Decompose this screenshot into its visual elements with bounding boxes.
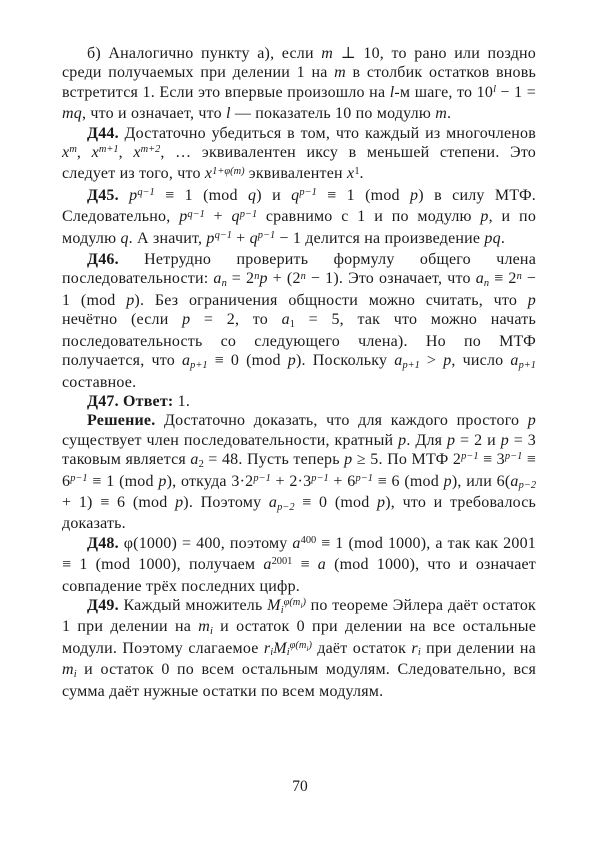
paragraph-d49: Д49. Каждый множитель $Mi^{\varphi(m}i^)$ по теореме Эйлера даёт остаток 1 при делении на mi и остаток 0 при делении на все остальные модули. Поэтому слагаемое riMi$^{\varphi(m}$i) даёт остаток ri при делении на mi и остаток 0 по всем остальным модулям. Следовательно, вся сумма даёт нужные остатки по всем модулям. bbox=[62, 596, 537, 700]
paragraph-d47-solution: Решение. Достаточно доказать, что для каждого простого p существует член последовательности, кратный p. Для p = 2 и p = 3 таковым является a2 = 48. Пусть теперь p ≥ 5. По МТФ $2^{p-1} \equiv 3^{p-1} \equiv 6^{p-1} \equiv 1$ (mod p), откуда $3\cdot 2^{p-1} + 2\cdot 3^{p-1} + 6^{p-1} \equiv 6$ (mod p), или 6(ap−2 + 1) ≡ 6 (mod p). Поэтому ap−2 ≡ 0 (mod p), что и требовалось доказать. bbox=[62, 412, 537, 533]
page-number: 70 bbox=[292, 778, 308, 795]
paragraph-d45: Д45. $p^{q-1} \equiv 1$ (mod q) и $q^{p-1} \equiv 1$ (mod p) в силу МТФ. Следовательно, $p^{q-1} + q^{p-1}$ сравнимо с 1 и по модулю p, и по модулю q. А значит, $p^{q-1} + q^{p-1} - 1$ делится на произведение pq. bbox=[62, 186, 537, 247]
paragraph-item-b: б) Аналогично пункту а), если m ⊥ 10, то рано или поздно среди получаемых при делении 1 на m в столбик остатков вновь встретится 1. Если это впервые произошло на l-м шаге, то $10^l - 1$ = mq, что и означает, что l — показатель 10 по модулю m. bbox=[62, 45, 537, 123]
paragraph-d44: Д44. Достаточно убедиться в том, что каждый из многочленов $x^m$, $x^{m+1}$, $x^{m+2}$, … эквивалентен иксу в меньшей степени. Это следует из того, что $x^{1+\varphi(m)}$ эквивалентен $x^1$. bbox=[62, 124, 537, 183]
solutions-text-block bbox=[62, 44, 536, 701]
paragraph-d48: Д48. φ(1000) = 400, поэтому $a^{400} \equiv 1$ (mod 1000), а так как 2001 ≡ 1 (mod 1000), получаем $a^{2001} \equiv a$ (mod 1000), что и означает совпадение трёх последних цифр. bbox=[62, 534, 537, 595]
paragraph-d46: Д46. Нетрудно проверить формулу общего члена последовательности: an = $2^np + (2^n - 1)$. Это означает, что an ≡ $2^n - 1$ (mod p). Без ограничения общности можно считать, что p нечётно (если p = 2, то a1 = 5, так что можно начать последовательность со следующего члена). Но по МТФ получается, что ap+1 ≡ 0 (mod p). Поскольку ap+1 > p, число ap+1 составное. bbox=[62, 251, 537, 391]
paragraph-d47-answer: Д47. Ответ: 1. bbox=[87, 392, 191, 410]
